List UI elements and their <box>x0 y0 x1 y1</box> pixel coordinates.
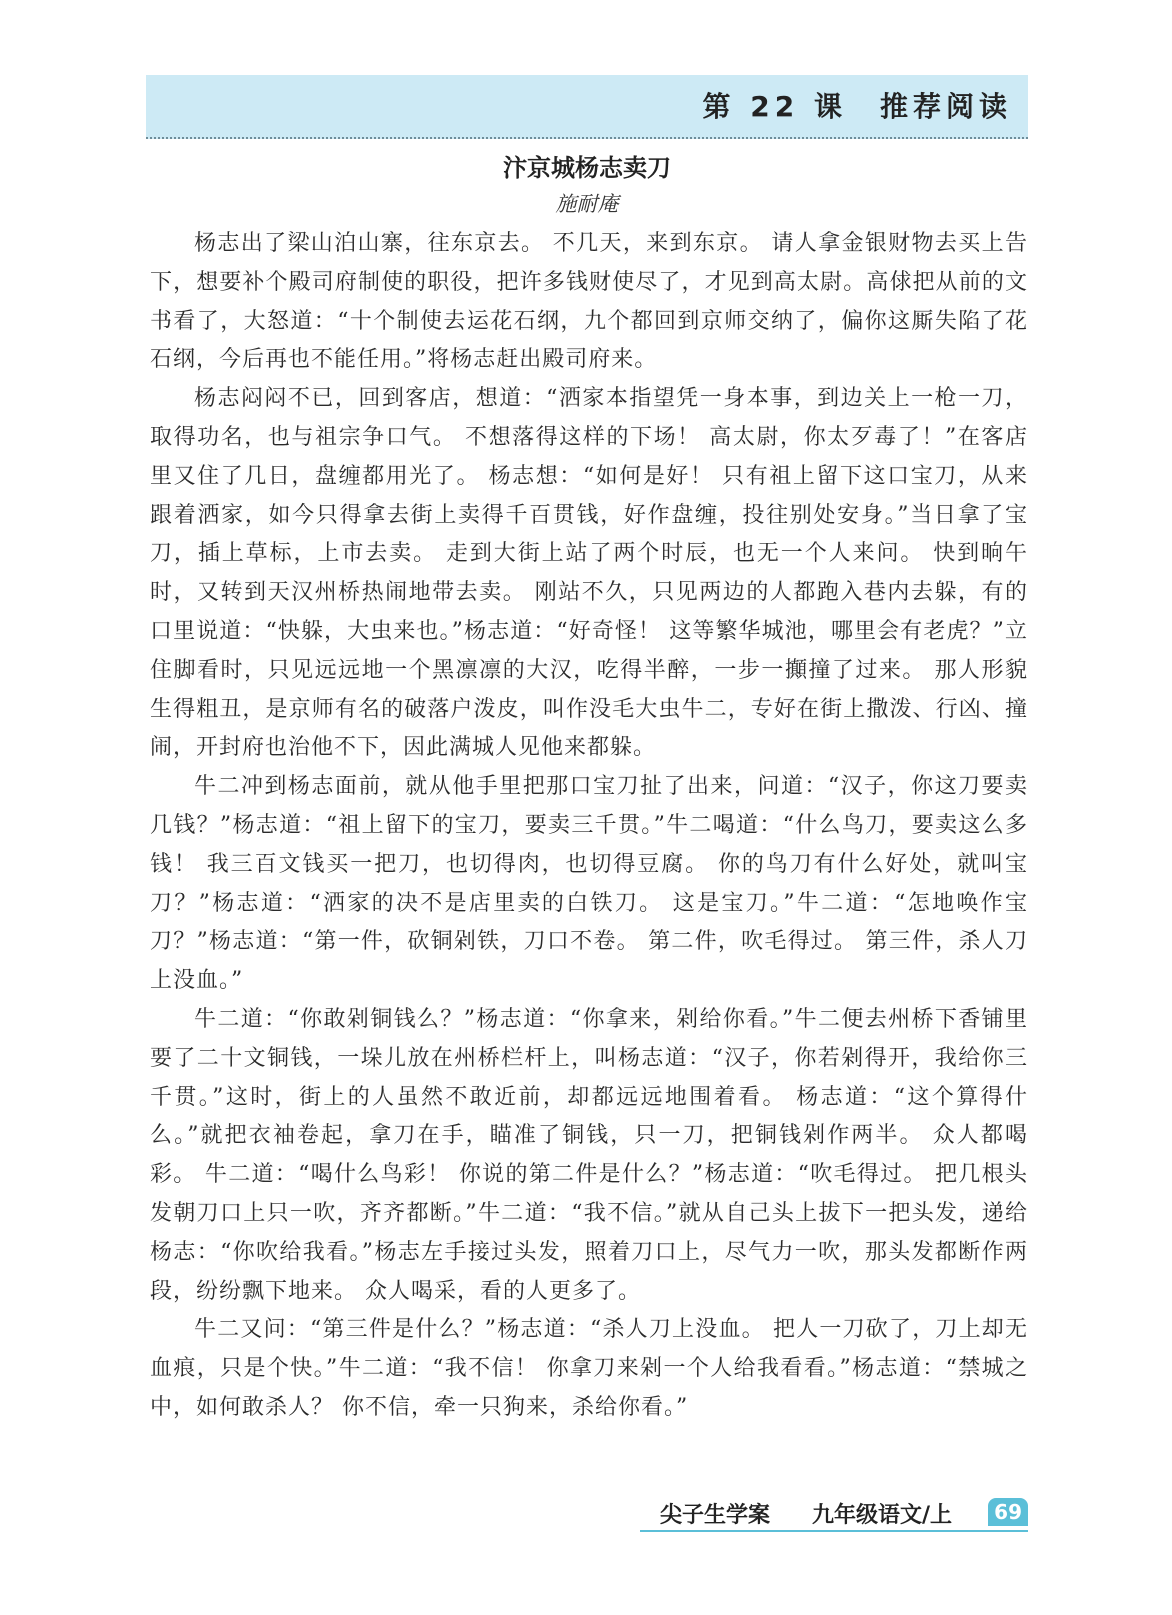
paragraph-4: 牛二道：“你敢剁铜钱么？”杨志道：“你拿来，剁给你看。”牛二便去州桥下香铺里要了二十文铜钱，一垛儿放在州桥栏杆上，叫杨志道：“汉子，你若剁得开，我给你三千贯。”这时，街上的人虽然不敢近前，却都远远地围着看。 杨志道：“这个算得什么。”就把衣袖卷起，拿刀在手，瞄准了铜钱，只一刀，把铜钱剁作两半。 众人都喝彩。 牛二道：“喝什么鸟彩！ 你说的第二件是什么？”杨志道：“吹毛得过。 把几根头发朝刀口上只一吹，齐齐都断。”牛二道：“我不信。”就从自己头上拔下一把头发，递给杨志：“你吹给我看。”杨志左手接过头发，照着刀口上，尽气力一吹，那头发都断作两段，纷纷飘下地来。 众人喝采，看的人更多了。 <box>150 1006 1028 1304</box>
paragraph-5: 牛二又问：“第三件是什么？”杨志道：“杀人刀上没血。 把人一刀砍了，刀上却无血痕，只是个快。”牛二道：“我不信！ 你拿刀来剁一个人给我看看。”杨志道：“禁城之中，如何敢杀人？ 你不信，牵一只狗来，杀给你看。” <box>150 1317 1028 1420</box>
paragraph-1: 杨志出了梁山泊山寨，往东京去。 不几天，来到东京。 请人拿金银财物去买上告下，想要补个殿司府制使的职役，把许多钱财使尽了，才见到高太尉。高俅把从前的文书看了，大怒道：“十个制使去运花石纲，九个都回到京师交纳了，偏你这厮失陷了花石纲，今后再也不能任用。”将杨志赶出殿司府来。 <box>150 231 1028 373</box>
page-number-badge: 69 <box>988 1498 1028 1526</box>
page-footer <box>640 1496 1028 1532</box>
article-body <box>150 225 1028 1428</box>
lesson-title: 第 22 课 推荐阅读 <box>702 90 1012 123</box>
paragraph-2: 杨志闷闷不已，回到客店，想道：“洒家本指望凭一身本事，到边关上一枪一刀，取得功名，也与祖宗争口气。 不想落得这样的下场！ 高太尉，你太歹毒了！”在客店里又住了几日，盘缠都用光了。 杨志想：“如何是好！ 只有祖上留下这口宝刀，从来跟着洒家，如今只得拿去街上卖得千百贯钱，好作盘缠，投往别处安身。”当日拿了宝刀，插上草标，上市去卖。 走到大街上站了两个时辰，也无一个人来问。 快到晌午时，又转到天汉州桥热闹地带去卖。 刚站不久，只见两边的人都跑入巷内去躲，有的口里说道：“快躲，大虫来也。”杨志道：“好奇怪！ 这等繁华城池，哪里会有老虎？”立住脚看时，只见远远地一个黑凛凛的大汉，吃得半醉，一步一攧撞了过来。 那人形貌生得粗丑，是京师有名的破落户泼皮，叫作没毛大虫牛二，专好在街上撒泼、行凶、撞闹，开封府也治他不下，因此满城人见他来都躲。 <box>150 386 1028 761</box>
footer-book-title: 尖子生学案 <box>660 1503 771 1528</box>
paragraph-3: 牛二冲到杨志面前，就从他手里把那口宝刀扯了出来，问道：“汉子，你这刀要卖几钱？”杨志道：“祖上留下的宝刀，要卖三千贯。”牛二喝道：“什么鸟刀，要卖这么多钱！ 我三百文钱买一把刀，也切得肉，也切得豆腐。 你的鸟刀有什么好处，就叫宝刀？”杨志道：“洒家的决不是店里卖的白铁刀。 这是宝刀。”牛二道：“怎地唤作宝刀？”杨志道：“第一件，砍铜剁铁，刀口不卷。 第二件，吹毛得过。 第三件，杀人刀上没血。” <box>150 774 1028 994</box>
lesson-header <box>146 75 1028 139</box>
article-title: 汴京城杨志卖刀 <box>503 154 671 182</box>
article-author: 施耐庵 <box>555 192 619 216</box>
footer-grade-label: 九年级语文/上 <box>812 1503 953 1528</box>
